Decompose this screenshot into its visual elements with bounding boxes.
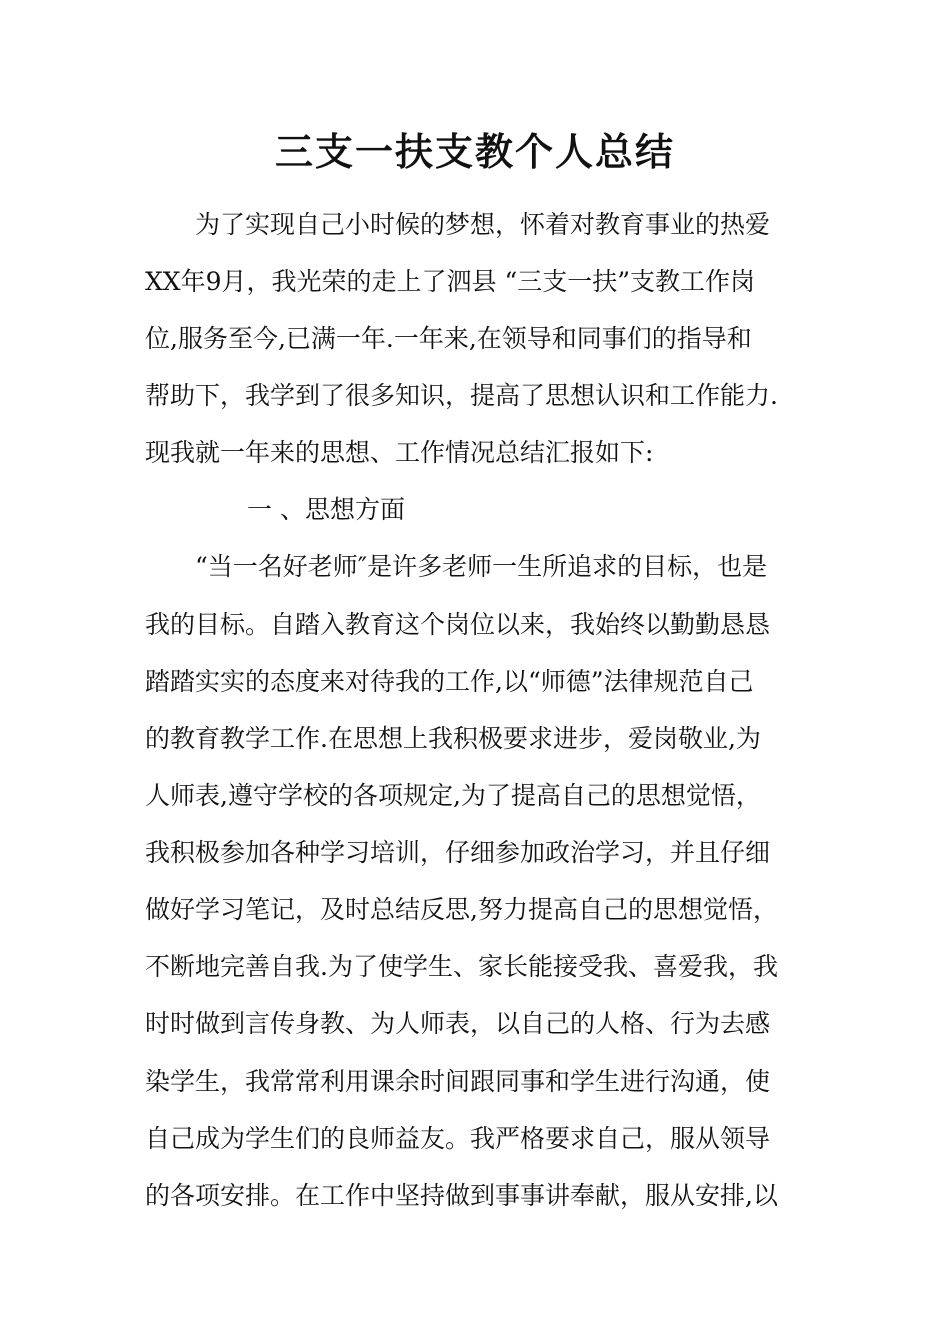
paragraph-line-1: 为了实现自己小时候的梦想，怀着对教育事业的热爱 [195, 210, 771, 239]
paragraph-line-16: 染学生，我常常利用课余时间跟同事和学生进行沟通，使 [145, 1067, 771, 1096]
paragraph-line-8: 我的目标。自踏入教育这个岗位以来，我始终以勤勤恳恳 [145, 610, 771, 639]
paragraph-line-9: 踏踏实实的态度来对待我的工作,以“师德”法律规范自己 [145, 667, 754, 696]
paragraph-line-5: 现我就一年来的思想、工作情况总结汇报如下: [145, 438, 654, 467]
document-title: 三支一扶支教个人总结 [274, 130, 675, 174]
paragraph-line-18: 的各项安排。在工作中坚持做到事事讲奉献，服从安排,以 [145, 1181, 778, 1210]
section-heading-thought: 一 、思想方面 [247, 495, 405, 524]
paragraph-line-10: 的教育教学工作.在思想上我积极要求进步，爱岗敬业,为 [145, 724, 761, 753]
paragraph-line-17: 自己成为学生们的良师益友。我严格要求自己，服从领导 [145, 1124, 771, 1153]
paragraph-line-15: 时时做到言传身教、为人师表，以自己的人格、行为去感 [145, 1009, 771, 1038]
paragraph-line-13: 做好学习笔记，及时总结反思,努力提高自己的思想觉悟， [145, 895, 778, 924]
paragraph-line-11: 人师表,遵守学校的各项规定,为了提高自己的思想觉悟， [145, 781, 761, 810]
paragraph-line-3: 位,服务至今,已满一年.一年来,在领导和同事们的指导和 [145, 324, 752, 353]
paragraph-line-4: 帮助下，我学到了很多知识，提高了思想认识和工作能力. [145, 381, 778, 410]
paragraph-line-2: XX年9月，我光荣的走上了泗县 “三支一扶”支教工作岗 [145, 267, 756, 296]
paragraph-line-12: 我积极参加各种学习培训，仔细参加政治学习，并且仔细 [145, 838, 771, 867]
paragraph-line-7: “当一名好老师″是许多老师一生所追求的目标，也是 [195, 552, 768, 581]
paragraph-line-14: 不断地完善自我.为了使学生、家长能接受我、喜爱我，我 [145, 952, 778, 981]
